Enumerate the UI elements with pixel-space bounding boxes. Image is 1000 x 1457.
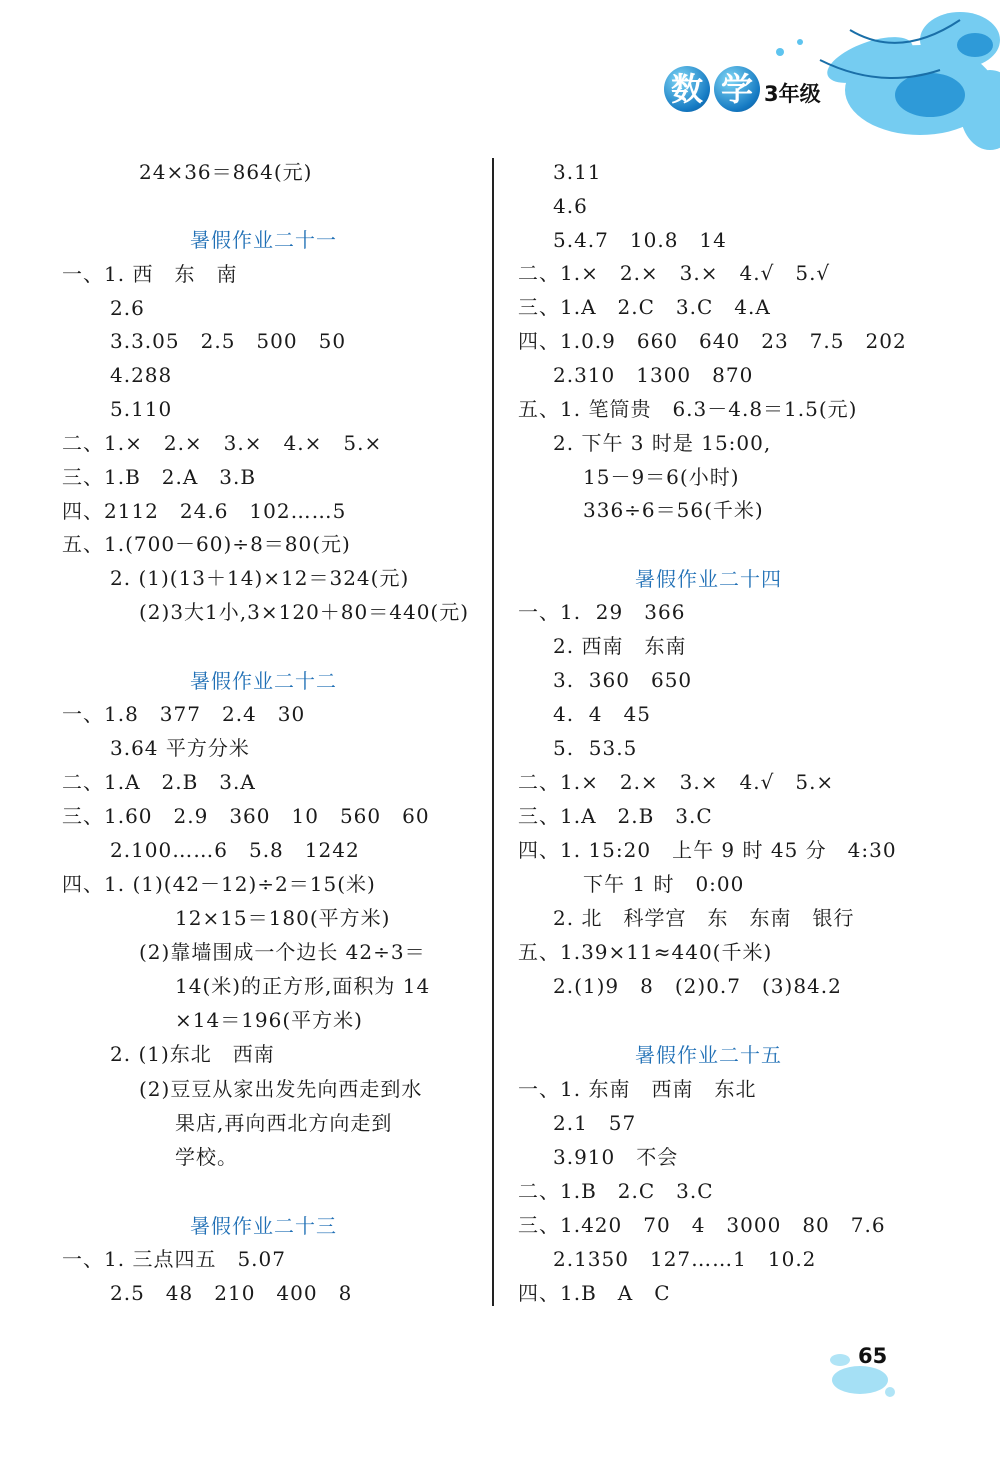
page-header [0,0,1000,150]
answer-line: 2.1 57 [553,1111,637,1135]
answer-line: 三、1.B 2.A 3.B [62,465,257,489]
answer-line: 四、1.B A C [518,1281,671,1305]
flower-decoration-icon [0,0,1000,150]
answer-line: 3.3.05 2.5 500 50 [110,329,347,353]
answer-line: 果店,再向西北方向走到 [175,1111,393,1135]
answer-line: 三、1.A 2.B 3.C [518,804,713,828]
answer-line: 5.4.7 10.8 14 [553,228,727,252]
answer-line: 二、1.× 2.× 3.× 4.√ 5.× [518,770,835,794]
section-title: 暑假作业二十一 [190,228,337,252]
answer-line: 四、1. 15:20 上午 9 时 45 分 4:30 [518,838,897,862]
answer-line: 14(米)的正方形,面积为 14 [175,974,431,998]
answer-line: 3.64 平方分米 [110,736,250,760]
answer-line: 下午 1 时 0:00 [583,872,745,896]
answer-line: 2. 下午 3 时是 15:00, [553,431,772,455]
answer-line: 4. 4 45 [553,702,651,726]
answer-line: 4.288 [110,363,173,387]
answer-line: 5. 53.5 [553,736,638,760]
subject-logo [664,66,760,112]
answer-line: 二、1.× 2.× 3.× 4.√ 5.√ [518,261,831,285]
section-title: 暑假作业二十四 [635,567,782,591]
answer-line: 四、2112 24.6 102……5 [62,499,347,523]
answer-line: 一、1. 29 366 [518,600,686,624]
answer-line: 5.110 [110,397,173,421]
answer-line: 2. 西南 东南 [553,634,687,658]
answer-line: 2. 北 科学宫 东 东南 银行 [553,906,855,930]
subject-char-1: 数 [664,66,710,112]
answer-line: 2.100……6 5.8 1242 [110,838,360,862]
answer-line: 3.11 [553,160,602,184]
answer-line: 二、1.× 2.× 3.× 4.× 5.× [62,431,383,455]
answer-line: 15－9＝6(小时) [583,465,740,489]
answer-line: (2)3大1小,3×120＋80＝440(元) [139,600,470,624]
answer-line: ×14＝196(平方米) [175,1008,363,1032]
answer-line: 三、1.60 2.9 360 10 560 60 [62,804,430,828]
answer-line: 一、1.8 377 2.4 30 [62,702,306,726]
section-title: 暑假作业二十二 [190,669,337,693]
answer-line: 三、1.420 70 4 3000 80 7.6 [518,1213,886,1237]
answer-line: 四、1. (1)(42－12)÷2＝15(米) [62,872,376,896]
answer-line: 12×15＝180(平方米) [175,906,391,930]
answer-line: 2.1350 127……1 10.2 [553,1247,817,1271]
answer-line: 2. (1)东北 西南 [110,1042,275,1066]
answer-line: 3. 360 650 [553,668,693,692]
section-title: 暑假作业二十三 [190,1214,337,1238]
answer-line: 4.6 [553,194,588,218]
subject-char-2: 学 [714,66,760,112]
answer-line: 2.(1)9 8 (2)0.7 (3)84.2 [553,974,842,998]
answer-line: 学校。 [175,1145,238,1169]
answer-line: 336÷6＝56(千米) [583,498,764,522]
page-corner-decoration-icon [820,1330,940,1410]
answer-line: 24×36＝864(元) [139,160,313,184]
answer-line: 四、1.0.9 660 640 23 7.5 202 [518,329,907,353]
answer-line: 一、1. 三点四五 5.07 [62,1247,286,1271]
section-title: 暑假作业二十五 [635,1043,782,1067]
grade-label: 3年级 [764,82,821,106]
answer-line: 五、1. 笔筒贵 6.3－4.8＝1.5(元) [518,397,858,421]
answer-line: (2)靠墙围成一个边长 42÷3＝ [139,940,426,964]
answer-line: 二、1.A 2.B 3.A [62,770,256,794]
answer-line: 一、1. 东南 西南 东北 [518,1077,757,1101]
answer-line: 五、1.(700－60)÷8＝80(元) [62,532,351,556]
page-number: 65 [858,1344,888,1368]
answer-line: 一、1. 西 东 南 [62,262,238,286]
answer-line: 2.5 48 210 400 8 [110,1281,353,1305]
answer-line: 五、1.39×11≈440(千米) [518,940,773,964]
answer-line: 二、1.B 2.C 3.C [518,1179,714,1203]
answer-line: 2.310 1300 870 [553,363,754,387]
answer-line: (2)豆豆从家出发先向西走到水 [139,1077,423,1101]
column-divider [492,158,494,1306]
answer-line: 三、1.A 2.C 3.C 4.A [518,295,771,319]
answer-line: 3.910 不会 [553,1145,679,1169]
answer-line: 2.6 [110,296,145,320]
answer-line: 2. (1)(13＋14)×12＝324(元) [110,566,410,590]
